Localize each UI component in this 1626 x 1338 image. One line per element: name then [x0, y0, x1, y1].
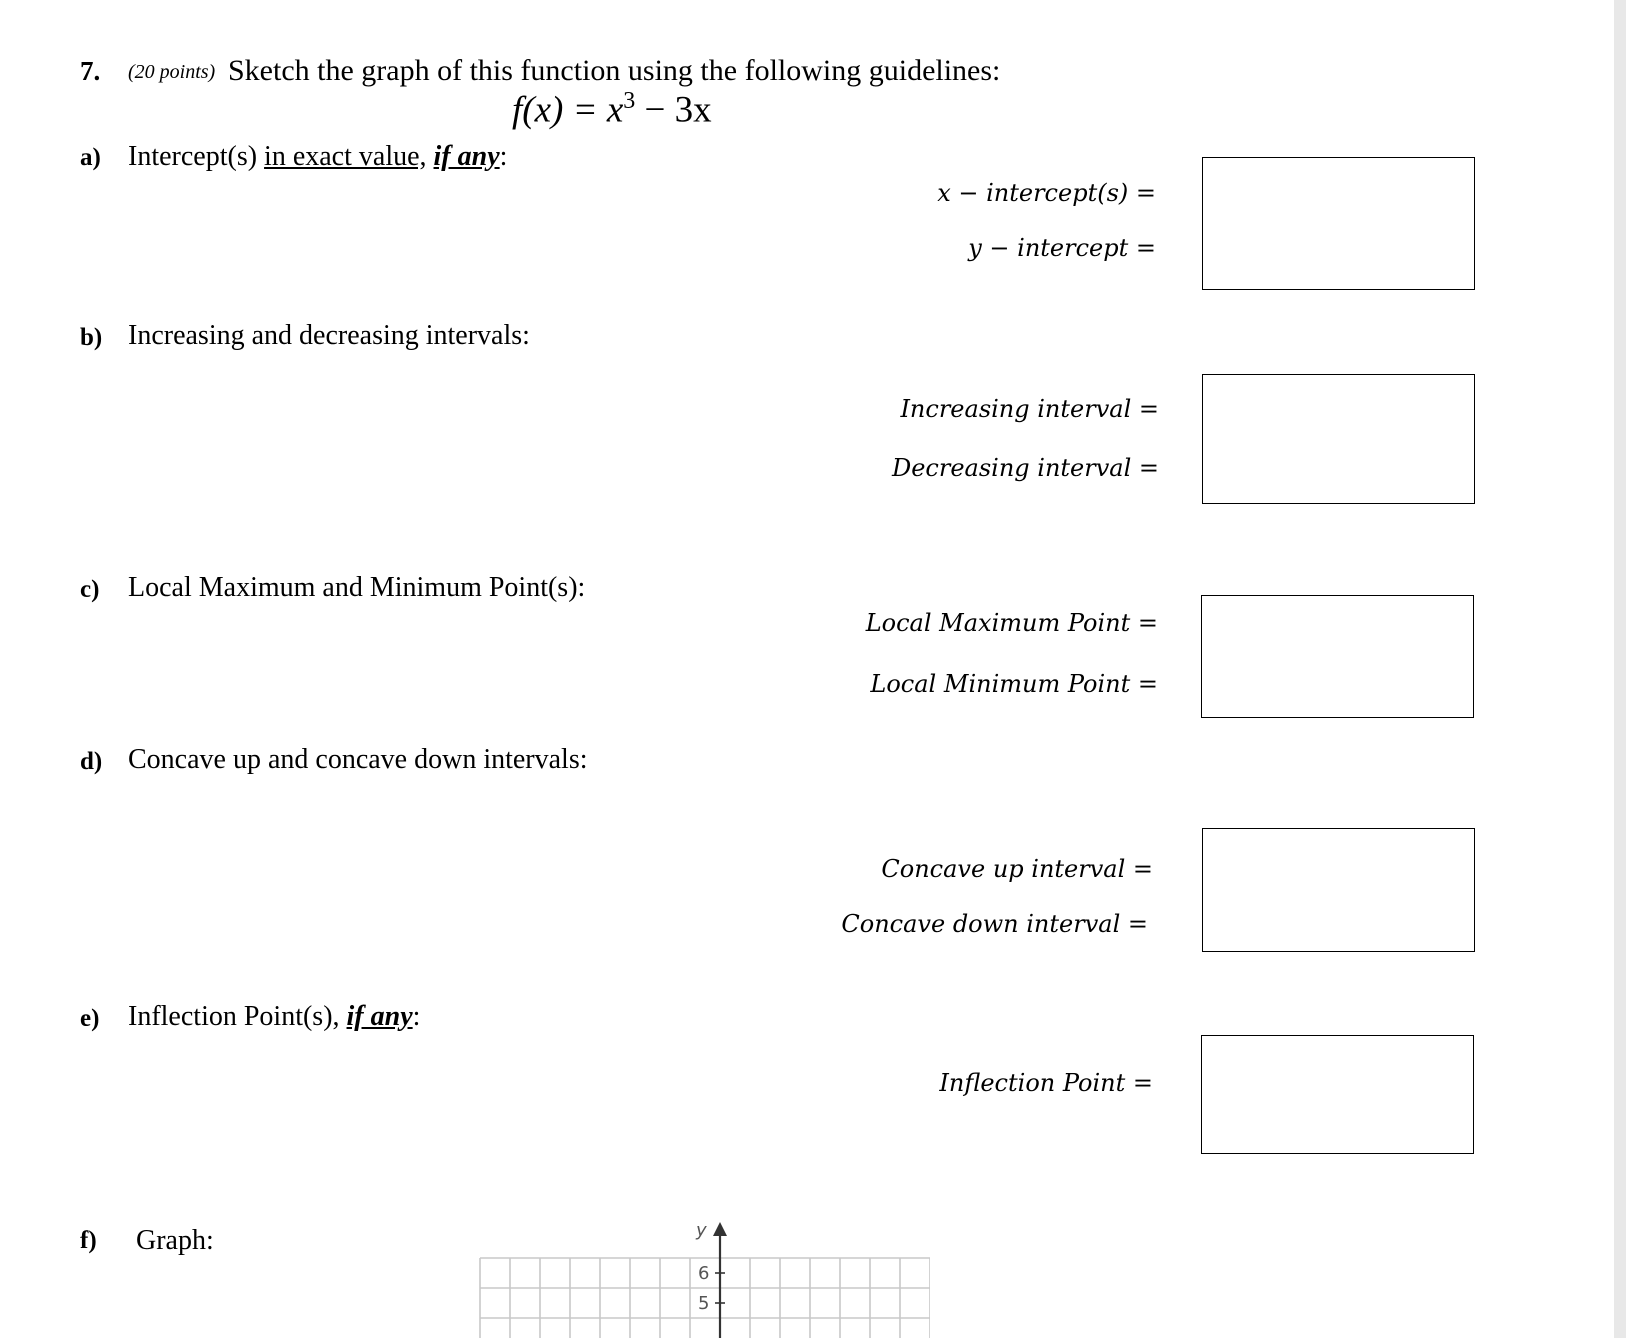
question-text: Sketch the graph of this function using the following guidelines:: [228, 54, 1001, 87]
part-d-letter: d): [80, 748, 103, 775]
concave-down-label: Concave down interval =: [841, 910, 1148, 938]
part-b-label: Increasing and decreasing intervals:: [128, 320, 530, 351]
part-d-label: Concave up and concave down intervals:: [128, 744, 588, 775]
increasing-interval-label: Increasing interval =: [900, 395, 1159, 423]
y-tick-label-5: 5: [698, 1293, 710, 1314]
part-c-label: Local Maximum and Minimum Point(s):: [128, 572, 586, 603]
y-intercept-label: y − intercept =: [968, 234, 1156, 262]
graph-grid[interactable]: [470, 1218, 930, 1338]
local-minimum-label: Local Minimum Point =: [870, 670, 1158, 698]
concavity-answer-box[interactable]: [1202, 828, 1475, 952]
intervals-answer-box[interactable]: [1202, 374, 1475, 504]
y-axis-label: y: [696, 1220, 707, 1241]
local-maximum-label: Local Maximum Point =: [865, 609, 1158, 637]
question-number: 7.: [80, 56, 101, 86]
part-b-letter: b): [80, 324, 103, 351]
function-formula: $f(x) = x^3 - 3x$: [512, 88, 712, 131]
y-axis-arrow-icon: [713, 1222, 727, 1236]
part-c-letter: c): [80, 576, 100, 603]
part-f-letter: f): [80, 1227, 97, 1254]
part-a-label: Intercept(s) in exact value, if any:: [128, 141, 508, 172]
part-e-letter: e): [80, 1005, 100, 1032]
concave-up-label: Concave up interval =: [881, 855, 1153, 883]
extrema-answer-box[interactable]: [1201, 595, 1474, 718]
y-tick-label-6: 6: [698, 1263, 710, 1284]
decreasing-interval-label: Decreasing interval =: [891, 454, 1159, 482]
part-e-label: Inflection Point(s), if any:: [128, 1001, 421, 1032]
x-intercept-label: x − intercept(s) =: [937, 179, 1156, 207]
part-a-letter: a): [80, 144, 101, 171]
inflection-answer-box[interactable]: [1201, 1035, 1474, 1154]
intercepts-answer-box[interactable]: [1202, 157, 1475, 290]
question-points: (20 points): [128, 61, 216, 83]
part-f-label: Graph:: [136, 1225, 214, 1256]
inflection-point-label: Inflection Point =: [939, 1069, 1153, 1097]
